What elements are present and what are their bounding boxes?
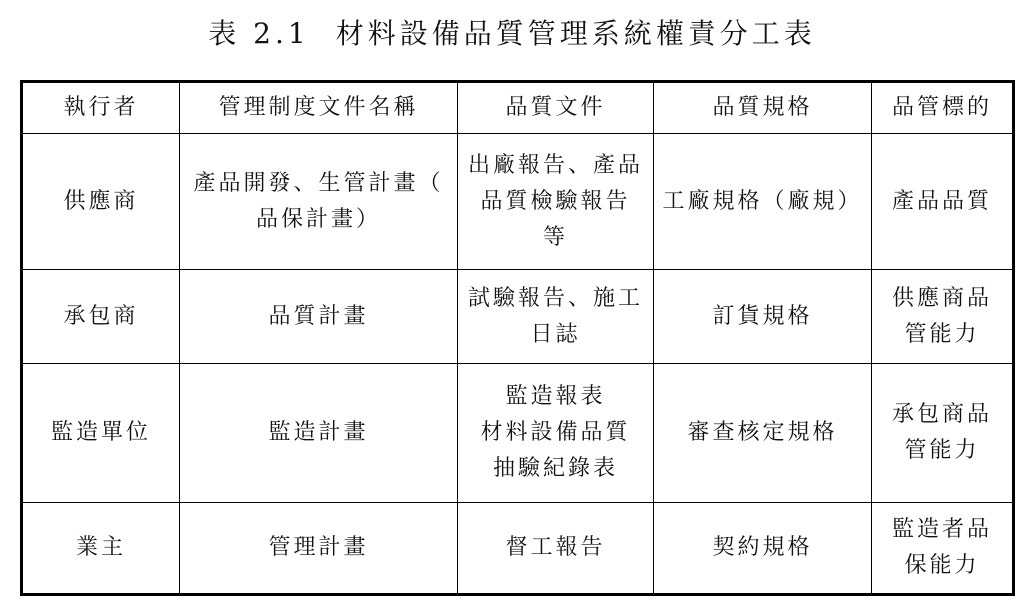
management-document-cell — [180, 134, 458, 270]
table-row — [22, 364, 1014, 502]
cell-text-line: 供應商 — [63, 188, 139, 214]
table-row — [22, 134, 1014, 270]
table-body — [22, 134, 1014, 595]
cell-text-line: 材料設備品質 — [480, 420, 631, 446]
cell-text-line: 工廠規格（廠規） — [662, 188, 863, 214]
table-number: 表 2.1 — [208, 17, 310, 50]
header-executor: 執行者 — [22, 82, 180, 134]
table-header-row — [22, 82, 1014, 134]
cell-text-line: 監造單位 — [50, 420, 151, 446]
cell-text-line: 訂貨規格 — [712, 303, 813, 329]
cell-text-line: 監造者品 — [891, 516, 992, 542]
header-quality-spec: 品質規格 — [654, 82, 872, 134]
quality-document-cell — [458, 270, 654, 364]
cell-text-line: 品質檢驗報告 — [480, 188, 631, 214]
cell-text-line: 產品開發、生管計畫（ — [193, 170, 444, 196]
responsibility-table — [20, 80, 1015, 596]
management-document-cell — [180, 364, 458, 502]
cell-text-line: 試驗報告、施工 — [467, 285, 643, 311]
qc-target-cell — [872, 364, 1014, 502]
quality-spec-cell — [654, 364, 872, 502]
executor-cell — [22, 270, 180, 364]
cell-text-line: 承包商品 — [891, 402, 992, 428]
executor-cell — [22, 364, 180, 502]
table-row — [22, 502, 1014, 594]
cell-text-line: 監造報表 — [505, 384, 606, 410]
cell-text-line: 日誌 — [530, 321, 581, 347]
cell-text-line: 管能力 — [904, 438, 980, 464]
executor-cell — [22, 502, 180, 594]
header-management-document: 管理制度文件名稱 — [180, 82, 458, 134]
quality-spec-cell — [654, 270, 872, 364]
header-quality-document: 品質文件 — [458, 82, 654, 134]
header-qc-target: 品管標的 — [872, 82, 1014, 134]
cell-text-line: 等 — [542, 224, 568, 250]
cell-text-line: 抽驗紀錄表 — [492, 456, 618, 482]
management-document-cell — [180, 502, 458, 594]
qc-target-cell — [872, 502, 1014, 594]
cell-text-line: 業主 — [75, 534, 126, 560]
cell-text-line: 品保計畫） — [255, 206, 381, 232]
quality-spec-cell — [654, 134, 872, 270]
table-title: 材料設備品質管理系統權責分工表 — [335, 17, 816, 50]
table-row — [22, 270, 1014, 364]
cell-text-line: 管能力 — [904, 321, 980, 347]
cell-text-line: 品質計畫 — [268, 303, 369, 329]
cell-text-line: 產品品質 — [891, 188, 992, 214]
cell-text-line: 管理計畫 — [268, 534, 369, 560]
quality-document-cell — [458, 502, 654, 594]
cell-text-line: 出廠報告、產品 — [467, 152, 643, 178]
executor-cell — [22, 134, 180, 270]
quality-document-cell — [458, 364, 654, 502]
cell-text-line: 供應商品 — [891, 285, 992, 311]
management-document-cell — [180, 270, 458, 364]
cell-text-line: 契約規格 — [712, 534, 813, 560]
cell-text-line: 監造計畫 — [268, 420, 369, 446]
cell-text-line: 承包商 — [63, 303, 139, 329]
cell-text-line: 督工報告 — [505, 534, 606, 560]
qc-target-cell — [872, 134, 1014, 270]
cell-text-line: 保能力 — [904, 552, 980, 578]
table-caption — [0, 14, 1024, 54]
quality-document-cell — [458, 134, 654, 270]
quality-spec-cell — [654, 502, 872, 594]
cell-text-line: 審查核定規格 — [687, 420, 838, 446]
qc-target-cell — [872, 270, 1014, 364]
